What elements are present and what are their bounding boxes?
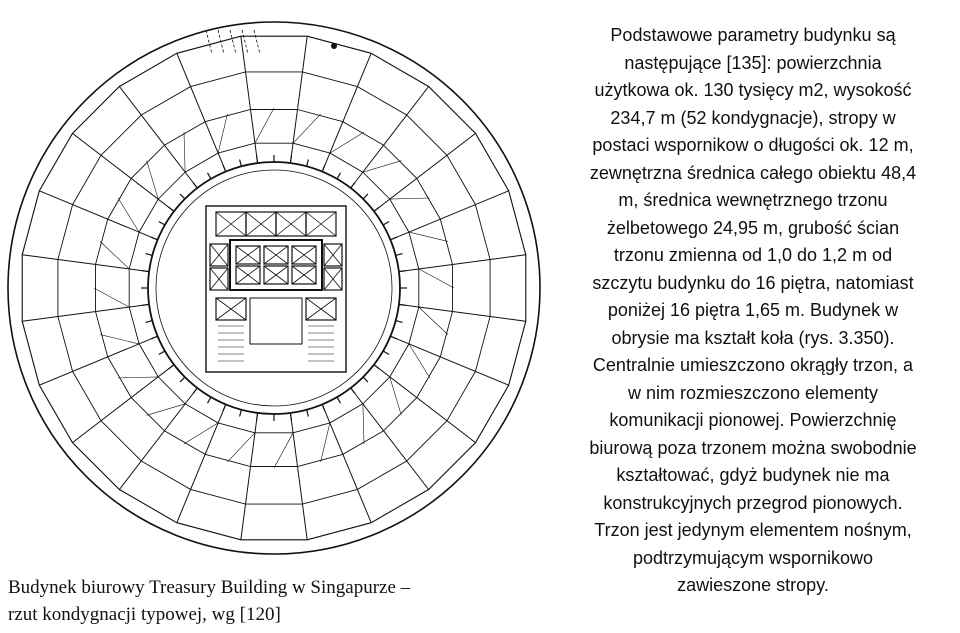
core-tick xyxy=(396,254,403,256)
paragraph-line: użytkowa ok. 130 tysięcy m2, wysokość xyxy=(594,80,912,100)
secondary-member xyxy=(118,377,158,378)
radial-cantilever-beam xyxy=(73,365,175,443)
paragraph-line: trzonu zmienna od 1,0 do 1,2 m od xyxy=(613,245,893,265)
facade-detail xyxy=(254,30,260,54)
core-tick xyxy=(257,413,258,420)
paragraph-line: zawieszone stropy. xyxy=(677,575,829,595)
secondary-member xyxy=(390,198,430,199)
secondary-member xyxy=(363,404,364,444)
secondary-member xyxy=(227,433,255,462)
radial-cantilever-beam xyxy=(399,255,526,272)
core-tick xyxy=(363,194,368,199)
paragraph-line: Trzon jest jedynym elementem nośnym, xyxy=(594,520,912,540)
paragraph-line: żelbetowego 24,95 m, grubość ścian xyxy=(606,217,900,238)
paragraph-line: Centralnie umieszczono okrągły trzon, a xyxy=(592,355,914,375)
secondary-member xyxy=(274,433,293,468)
core-tick xyxy=(363,377,368,382)
core-tick xyxy=(208,173,212,179)
radial-cantilever-beam xyxy=(374,133,476,211)
radial-cantilever-beam xyxy=(351,87,429,189)
slab-ring xyxy=(96,110,453,467)
core-tick xyxy=(223,404,226,411)
description-paragraph xyxy=(548,22,958,600)
lift-group-frame xyxy=(230,240,322,290)
paragraph-line: konstrukcyjnych przegrod pionowych. xyxy=(603,492,903,513)
core-tick xyxy=(390,237,397,240)
core-tick xyxy=(374,365,380,369)
floor-plan-svg xyxy=(6,8,542,568)
radial-cantilever-beam xyxy=(241,413,258,540)
radial-cantilever-beam xyxy=(39,336,157,385)
paragraph-line: biurową poza trzonem można swobodnie xyxy=(589,437,917,458)
core-tick xyxy=(193,388,197,394)
radial-cantilever-beam xyxy=(290,413,307,540)
secondary-member xyxy=(118,198,139,232)
paragraph-line: kształtować, gdyż budynek nie ma xyxy=(616,465,890,485)
facade-detail xyxy=(206,30,212,54)
core-wall-circle xyxy=(148,162,400,414)
secondary-member xyxy=(321,423,330,462)
secondary-member xyxy=(409,232,448,241)
core-tick xyxy=(351,183,355,189)
radial-cantilever-beam xyxy=(22,304,149,321)
core-tick xyxy=(337,397,341,403)
outer-facade-circle xyxy=(8,22,540,554)
radial-cantilever-beam xyxy=(177,404,226,522)
secondary-member xyxy=(147,404,185,416)
core-tick xyxy=(307,410,309,417)
secondary-member xyxy=(419,269,454,288)
core-tick xyxy=(322,165,325,172)
core-tick xyxy=(257,156,258,163)
core-tick xyxy=(169,365,175,369)
core-lobby xyxy=(250,298,302,344)
core-tick xyxy=(290,156,291,163)
core-tick xyxy=(337,173,341,179)
core-tick xyxy=(290,413,291,420)
core-tick xyxy=(180,194,185,199)
radial-cantilever-beam xyxy=(399,304,526,321)
secondary-member xyxy=(184,132,185,172)
paragraph-line: podtrzymującym wspornikowo xyxy=(632,547,874,568)
slab-edge-ring xyxy=(22,36,526,540)
core-tick xyxy=(383,351,389,355)
secondary-member xyxy=(390,377,402,415)
core-tick xyxy=(159,222,165,226)
secondary-member xyxy=(100,241,129,269)
paragraph-line: następujące [135]: powierzchnia xyxy=(624,52,882,73)
radial-cantilever-beam xyxy=(290,36,307,163)
secondary-member xyxy=(184,423,218,444)
floor-plan-drawing xyxy=(6,8,542,568)
secondary-member xyxy=(419,307,448,335)
radial-cantilever-beam xyxy=(22,255,149,272)
core-tick xyxy=(322,404,325,411)
radial-cantilever-beam xyxy=(119,87,197,189)
core-tick xyxy=(383,222,389,226)
core-tick xyxy=(399,271,406,272)
facade-detail xyxy=(230,30,236,54)
core-tick xyxy=(142,271,149,272)
core-tick xyxy=(374,207,380,211)
core-tick xyxy=(159,351,165,355)
core-tick xyxy=(146,321,153,323)
core-tick xyxy=(180,377,185,382)
paragraph-line: m, średnica wewnętrznego trzonu xyxy=(618,190,888,210)
radial-cantilever-beam xyxy=(374,365,476,443)
core-tick xyxy=(151,237,158,240)
core-tick xyxy=(193,183,197,189)
core-tick xyxy=(151,336,158,339)
core-tick xyxy=(390,336,397,339)
secondary-member xyxy=(94,288,129,307)
secondary-member xyxy=(409,344,430,378)
caption-line: Budynek biurowy Treasury Building w Singapurze – xyxy=(8,577,411,598)
figure-caption xyxy=(8,574,538,628)
secondary-member xyxy=(363,161,401,173)
paragraph-line: obrysie ma kształt koła (rys. 3.350). xyxy=(611,327,895,348)
core-tick xyxy=(351,388,355,394)
paragraph-line: poniżej 16 piętra 1,65 m. Budynek w xyxy=(607,300,899,320)
secondary-member xyxy=(255,108,274,143)
radial-cantilever-beam xyxy=(322,53,371,171)
core-tick xyxy=(399,304,406,305)
secondary-member xyxy=(293,114,321,143)
radial-cantilever-beam xyxy=(177,53,226,171)
core-tick xyxy=(169,207,175,211)
column-dot xyxy=(331,43,337,49)
secondary-member xyxy=(100,335,139,344)
radial-cantilever-beam xyxy=(119,388,197,490)
radial-cantilever-beam xyxy=(241,36,258,163)
core-tick xyxy=(223,165,226,172)
radial-cantilever-beam xyxy=(390,336,508,385)
paragraph-line: komunikacji pionowej. Powierzchnię xyxy=(609,410,897,430)
paragraph-line: w nim rozmieszczono elementy xyxy=(627,382,879,403)
secondary-member xyxy=(330,132,364,153)
core-tick xyxy=(240,410,242,417)
paragraph-line: zewnętrzna średnica całego obiektu 48,4 xyxy=(589,162,917,183)
paragraph-line: Podstawowe parametry budynku są xyxy=(610,25,896,45)
radial-cantilever-beam xyxy=(322,404,371,522)
radial-cantilever-beam xyxy=(351,388,429,490)
core-tick xyxy=(240,160,242,167)
core-tick xyxy=(396,321,403,323)
radial-cantilever-beam xyxy=(39,191,157,240)
paragraph-line: szczytu budynku do 16 piętra, natomiast xyxy=(592,272,914,293)
caption-line: rzut kondygnacji typowej, wg [120] xyxy=(8,604,281,625)
core-tick xyxy=(142,304,149,305)
core-tick xyxy=(307,160,309,167)
slab-ring xyxy=(129,143,419,433)
secondary-member xyxy=(218,114,227,153)
core-tick xyxy=(146,254,153,256)
radial-cantilever-beam xyxy=(73,133,175,211)
core-tick xyxy=(208,397,212,403)
paragraph-line: 234,7 m (52 kondygnacje), stropy w xyxy=(610,107,896,128)
slab-ring xyxy=(58,72,490,504)
secondary-member xyxy=(147,161,159,199)
paragraph-line: postaci wspornikow o długości ok. 12 m, xyxy=(592,135,914,155)
radial-cantilever-beam xyxy=(390,191,508,240)
